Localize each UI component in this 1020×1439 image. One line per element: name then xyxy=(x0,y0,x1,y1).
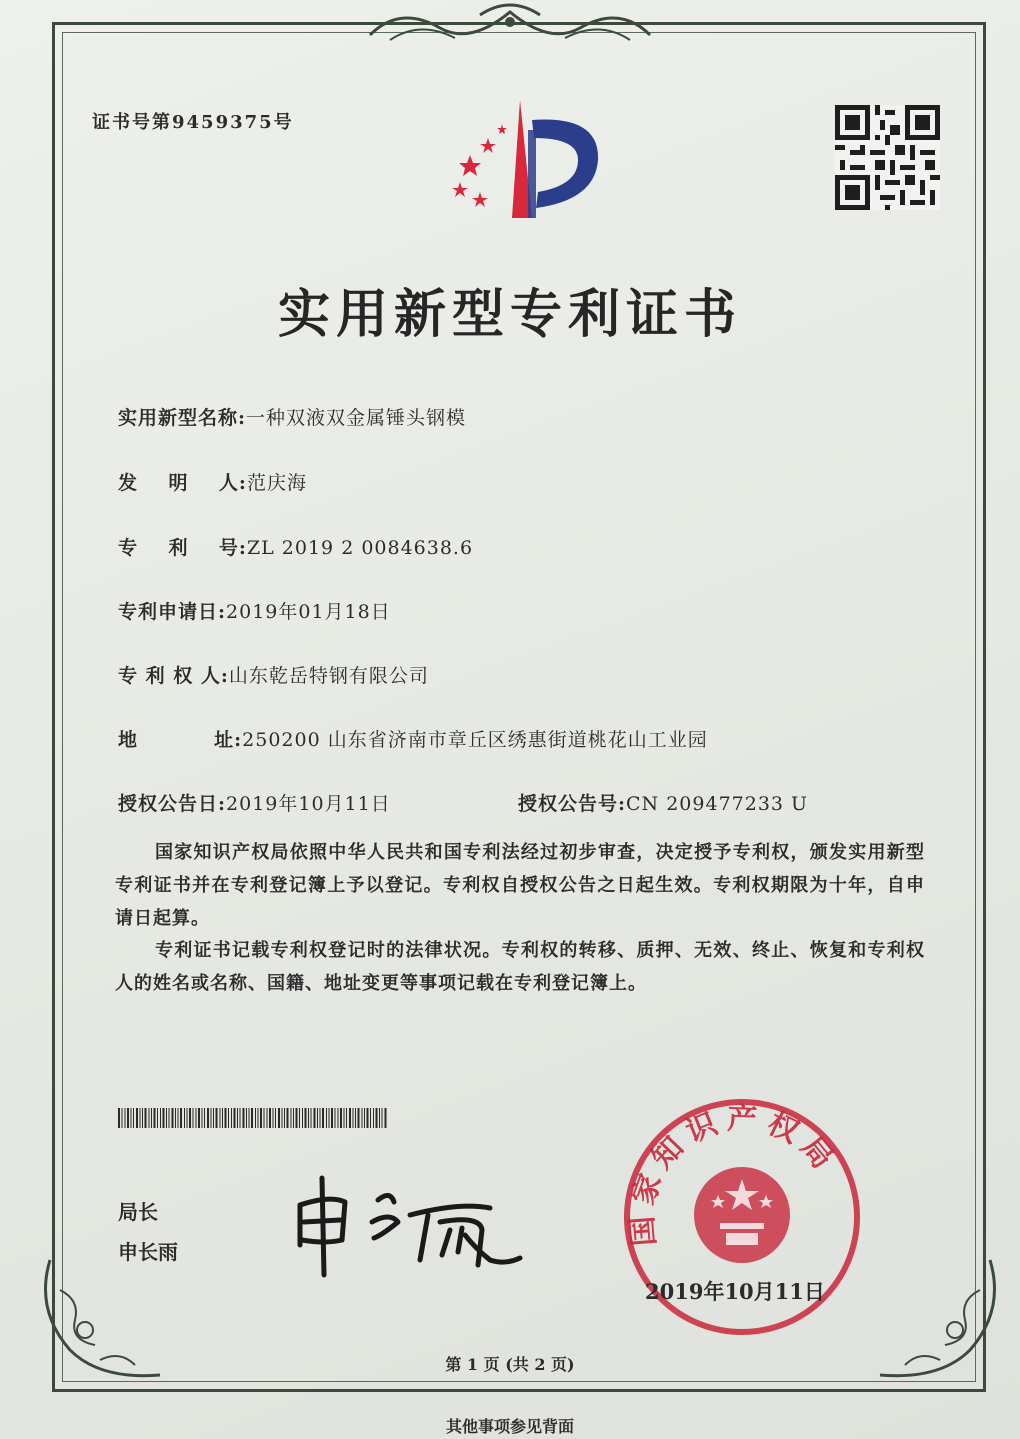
name-label: 实用新型名称: xyxy=(118,407,247,429)
grant-number-value: CN 209477233 U xyxy=(626,793,809,815)
barcode xyxy=(118,1108,390,1128)
patentee-label: 专 利 权 人: xyxy=(118,665,229,687)
row-grant-number xyxy=(518,789,808,816)
address-value: 250200 山东省济南市章丘区绣惠街道桃花山工业园 xyxy=(242,729,708,751)
row-address xyxy=(118,725,708,752)
signatory-title: 局长 xyxy=(118,1200,158,1224)
row-patent-number xyxy=(118,533,473,560)
handwritten-signature xyxy=(290,1160,530,1280)
certificate-number: 证书号第9459375号 xyxy=(92,112,294,133)
patent-number-value: ZL 2019 2 0084638.6 xyxy=(246,537,474,559)
address-label: 地 址: xyxy=(118,729,243,751)
row-grant-date xyxy=(118,789,391,816)
top-ornament xyxy=(360,0,660,50)
page-indicator: 第 1 页 (共 2 页) xyxy=(445,1355,575,1374)
seal-text: 国家知识产权局 xyxy=(624,1101,845,1248)
body-paragraph-2: 专利证书记载专利权登记时的法律状况。专利权的转移、质押、无效、终止、恢复和专利权人的姓名或名称、国籍、地址变更等事项记载在专利登记簿上。 xyxy=(115,940,925,994)
row-inventor xyxy=(118,468,307,495)
patentee-value: 山东乾岳特钢有限公司 xyxy=(228,665,429,687)
patent-number-label: 专 利 号: xyxy=(118,537,247,559)
application-date-value: 2019年01月18日 xyxy=(226,601,391,623)
application-date-label: 专利申请日: xyxy=(118,601,227,623)
name-value: 一种双液双金属锤头钢模 xyxy=(246,407,467,429)
row-utility-model-name xyxy=(118,403,466,430)
cnipa-logo-icon xyxy=(440,100,610,225)
seal-date: 2019年10月11日 xyxy=(645,1279,825,1304)
row-patentee xyxy=(118,661,429,688)
grant-date-value: 2019年10月11日 xyxy=(226,793,391,815)
inventor-label: 发 明 人: xyxy=(118,472,247,494)
certificate-title: 实用新型专利证书 xyxy=(277,285,742,345)
qr-code xyxy=(835,105,940,210)
row-application-date xyxy=(118,597,391,624)
signatory-name: 申长雨 xyxy=(118,1240,178,1264)
grant-date-label: 授权公告日: xyxy=(118,793,227,815)
grant-number-label: 授权公告号: xyxy=(518,793,627,815)
inventor-value: 范庆海 xyxy=(246,472,307,494)
body-paragraph-1: 国家知识产权局依照中华人民共和国专利法经过初步审查，决定授予专利权，颁发实用新型专利证书并在专利登记簿上予以登记。专利权自授权公告之日起生效。专利权期限为十年，自申请日起算。 xyxy=(115,842,925,929)
footer-note: 其他事项参见背面 xyxy=(445,1417,574,1436)
